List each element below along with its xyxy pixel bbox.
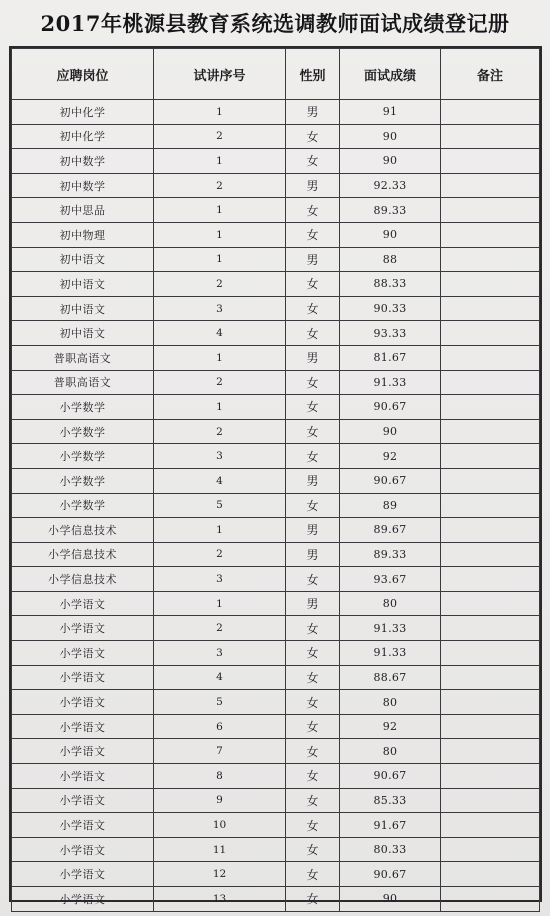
cell-seq: 1	[154, 518, 286, 543]
cell-score: 92	[340, 444, 441, 469]
cell-note	[441, 665, 540, 690]
cell-position: 初中数学	[12, 173, 154, 198]
cell-score: 91.33	[340, 641, 441, 666]
cell-gender: 女	[286, 321, 340, 346]
table-row	[12, 788, 540, 813]
cell-note	[441, 813, 540, 838]
cell-position: 小学数学	[12, 419, 154, 444]
cell-gender: 男	[286, 247, 340, 272]
cell-position: 小学语文	[12, 813, 154, 838]
cell-position: 初中化学	[12, 100, 154, 125]
cell-note	[441, 370, 540, 395]
cell-score: 88	[340, 247, 441, 272]
cell-note	[441, 272, 540, 297]
cell-note	[441, 837, 540, 862]
cell-position: 小学数学	[12, 493, 154, 518]
cell-seq: 3	[154, 641, 286, 666]
cell-position: 小学语文	[12, 788, 154, 813]
cell-score: 89	[340, 493, 441, 518]
cell-position: 小学语文	[12, 887, 154, 912]
cell-seq: 2	[154, 370, 286, 395]
cell-gender: 女	[286, 641, 340, 666]
cell-seq: 1	[154, 591, 286, 616]
cell-seq: 3	[154, 567, 286, 592]
cell-position: 初中语文	[12, 247, 154, 272]
cell-gender: 女	[286, 493, 340, 518]
cell-note	[441, 296, 540, 321]
cell-gender: 女	[286, 370, 340, 395]
cell-position: 小学数学	[12, 468, 154, 493]
cell-score: 88.67	[340, 665, 441, 690]
cell-gender: 女	[286, 222, 340, 247]
cell-gender: 女	[286, 296, 340, 321]
table-row	[12, 100, 540, 125]
cell-seq: 1	[154, 222, 286, 247]
cell-score: 90.67	[340, 395, 441, 420]
cell-note	[441, 198, 540, 223]
cell-position: 小学信息技术	[12, 518, 154, 543]
table-row	[12, 813, 540, 838]
cell-position: 小学语文	[12, 690, 154, 715]
cell-gender: 男	[286, 468, 340, 493]
cell-note	[441, 714, 540, 739]
table-row	[12, 444, 540, 469]
cell-score: 89.67	[340, 518, 441, 543]
cell-gender: 女	[286, 419, 340, 444]
cell-gender: 女	[286, 788, 340, 813]
table-row	[12, 542, 540, 567]
cell-score: 93.33	[340, 321, 441, 346]
table-row	[12, 714, 540, 739]
cell-note	[441, 395, 540, 420]
cell-score: 85.33	[340, 788, 441, 813]
cell-score: 90	[340, 124, 441, 149]
cell-note	[441, 468, 540, 493]
cell-seq: 11	[154, 837, 286, 862]
cell-score: 92	[340, 714, 441, 739]
cell-score: 90	[340, 222, 441, 247]
cell-gender: 女	[286, 887, 340, 912]
column-header-gender: 性别	[286, 49, 340, 100]
cell-position: 小学语文	[12, 714, 154, 739]
cell-score: 90.33	[340, 296, 441, 321]
cell-gender: 男	[286, 542, 340, 567]
cell-gender: 女	[286, 395, 340, 420]
table-row	[12, 370, 540, 395]
cell-note	[441, 493, 540, 518]
cell-score: 91.33	[340, 616, 441, 641]
table-row	[12, 862, 540, 887]
table-row	[12, 591, 540, 616]
table-row	[12, 690, 540, 715]
score-table-frame	[9, 46, 542, 907]
cell-seq: 1	[154, 198, 286, 223]
cell-position: 初中化学	[12, 124, 154, 149]
table-row	[12, 198, 540, 223]
cell-score: 90	[340, 149, 441, 174]
cell-note	[441, 222, 540, 247]
cell-score: 80.33	[340, 837, 441, 862]
cell-position: 小学语文	[12, 764, 154, 789]
cell-seq: 13	[154, 887, 286, 912]
table-row	[12, 468, 540, 493]
cell-gender: 男	[286, 518, 340, 543]
cell-note	[441, 149, 540, 174]
cell-note	[441, 862, 540, 887]
column-header-note: 备注	[441, 49, 540, 100]
cell-gender: 女	[286, 272, 340, 297]
cell-seq: 12	[154, 862, 286, 887]
table-row	[12, 837, 540, 862]
cell-seq: 1	[154, 149, 286, 174]
table-row	[12, 272, 540, 297]
cell-seq: 1	[154, 247, 286, 272]
cell-gender: 男	[286, 173, 340, 198]
cell-seq: 2	[154, 124, 286, 149]
cell-score: 93.67	[340, 567, 441, 592]
cell-note	[441, 739, 540, 764]
cell-seq: 2	[154, 542, 286, 567]
cell-note	[441, 764, 540, 789]
table-row	[12, 173, 540, 198]
cell-position: 初中思品	[12, 198, 154, 223]
cell-note	[441, 641, 540, 666]
cell-gender: 女	[286, 837, 340, 862]
table-row	[12, 345, 540, 370]
cell-score: 91	[340, 100, 441, 125]
cell-score: 80	[340, 591, 441, 616]
cell-score: 80	[340, 690, 441, 715]
cell-seq: 6	[154, 714, 286, 739]
cell-position: 初中语文	[12, 296, 154, 321]
cell-gender: 女	[286, 764, 340, 789]
cell-note	[441, 321, 540, 346]
cell-score: 89.33	[340, 542, 441, 567]
cell-score: 90.67	[340, 468, 441, 493]
cell-score: 88.33	[340, 272, 441, 297]
cell-gender: 男	[286, 591, 340, 616]
cell-score: 81.67	[340, 345, 441, 370]
cell-score: 91.33	[340, 370, 441, 395]
cell-position: 初中语文	[12, 272, 154, 297]
cell-seq: 3	[154, 296, 286, 321]
cell-seq: 4	[154, 665, 286, 690]
cell-gender: 女	[286, 665, 340, 690]
cell-position: 小学语文	[12, 739, 154, 764]
cell-position: 初中数学	[12, 149, 154, 174]
table-row	[12, 419, 540, 444]
cell-position: 普职高语文	[12, 370, 154, 395]
table-row	[12, 764, 540, 789]
cell-gender: 女	[286, 149, 340, 174]
cell-gender: 女	[286, 862, 340, 887]
table-row	[12, 296, 540, 321]
cell-note	[441, 419, 540, 444]
cell-position: 初中语文	[12, 321, 154, 346]
cell-seq: 5	[154, 690, 286, 715]
table-row	[12, 493, 540, 518]
cell-note	[441, 616, 540, 641]
column-header-position: 应聘岗位	[12, 49, 154, 100]
cell-seq: 2	[154, 419, 286, 444]
cell-note	[441, 788, 540, 813]
cell-seq: 4	[154, 321, 286, 346]
cell-score: 90.67	[340, 862, 441, 887]
cell-seq: 1	[154, 395, 286, 420]
table-row	[12, 149, 540, 174]
cell-note	[441, 542, 540, 567]
column-header-score: 面试成绩	[340, 49, 441, 100]
cell-position: 小学数学	[12, 395, 154, 420]
column-header-seq: 试讲序号	[154, 49, 286, 100]
cell-position: 初中物理	[12, 222, 154, 247]
table-row	[12, 247, 540, 272]
cell-position: 小学语文	[12, 616, 154, 641]
cell-score: 89.33	[340, 198, 441, 223]
cell-gender: 女	[286, 124, 340, 149]
cell-note	[441, 887, 540, 912]
cell-gender: 女	[286, 739, 340, 764]
cell-gender: 男	[286, 100, 340, 125]
cell-note	[441, 690, 540, 715]
cell-score: 92.33	[340, 173, 441, 198]
cell-gender: 女	[286, 198, 340, 223]
table-row	[12, 518, 540, 543]
cell-gender: 女	[286, 444, 340, 469]
cell-seq: 4	[154, 468, 286, 493]
cell-position: 普职高语文	[12, 345, 154, 370]
cell-note	[441, 591, 540, 616]
cell-position: 小学信息技术	[12, 542, 154, 567]
table-row	[12, 616, 540, 641]
cell-position: 小学语文	[12, 837, 154, 862]
cell-score: 80	[340, 739, 441, 764]
score-table	[11, 48, 540, 912]
cell-seq: 1	[154, 345, 286, 370]
cell-position: 小学数学	[12, 444, 154, 469]
table-row	[12, 739, 540, 764]
cell-seq: 9	[154, 788, 286, 813]
cell-seq: 5	[154, 493, 286, 518]
cell-note	[441, 247, 540, 272]
cell-seq: 7	[154, 739, 286, 764]
page-title: 2017年桃源县教育系统选调教师面试成绩登记册	[40, 11, 510, 36]
table-body	[12, 100, 540, 912]
cell-note	[441, 444, 540, 469]
table-row	[12, 641, 540, 666]
cell-position: 小学信息技术	[12, 567, 154, 592]
cell-seq: 1	[154, 100, 286, 125]
cell-note	[441, 518, 540, 543]
cell-score: 90.67	[340, 764, 441, 789]
cell-score: 90	[340, 419, 441, 444]
cell-note	[441, 567, 540, 592]
cell-note	[441, 100, 540, 125]
cell-seq: 2	[154, 616, 286, 641]
table-row	[12, 887, 540, 912]
cell-seq: 3	[154, 444, 286, 469]
table-row	[12, 124, 540, 149]
cell-position: 小学语文	[12, 591, 154, 616]
cell-gender: 男	[286, 345, 340, 370]
cell-seq: 2	[154, 272, 286, 297]
cell-gender: 女	[286, 690, 340, 715]
cell-gender: 女	[286, 567, 340, 592]
cell-note	[441, 345, 540, 370]
cell-position: 小学语文	[12, 641, 154, 666]
table-row	[12, 665, 540, 690]
cell-seq: 10	[154, 813, 286, 838]
cell-position: 小学语文	[12, 665, 154, 690]
cell-position: 小学语文	[12, 862, 154, 887]
table-row	[12, 222, 540, 247]
cell-gender: 女	[286, 616, 340, 641]
table-header	[12, 49, 540, 100]
table-row	[12, 567, 540, 592]
cell-note	[441, 124, 540, 149]
table-row	[12, 321, 540, 346]
cell-gender: 女	[286, 714, 340, 739]
cell-seq: 2	[154, 173, 286, 198]
cell-gender: 女	[286, 813, 340, 838]
cell-score: 90	[340, 887, 441, 912]
table-row	[12, 395, 540, 420]
header-row	[12, 49, 540, 100]
cell-seq: 8	[154, 764, 286, 789]
cell-score: 91.67	[340, 813, 441, 838]
cell-note	[441, 173, 540, 198]
